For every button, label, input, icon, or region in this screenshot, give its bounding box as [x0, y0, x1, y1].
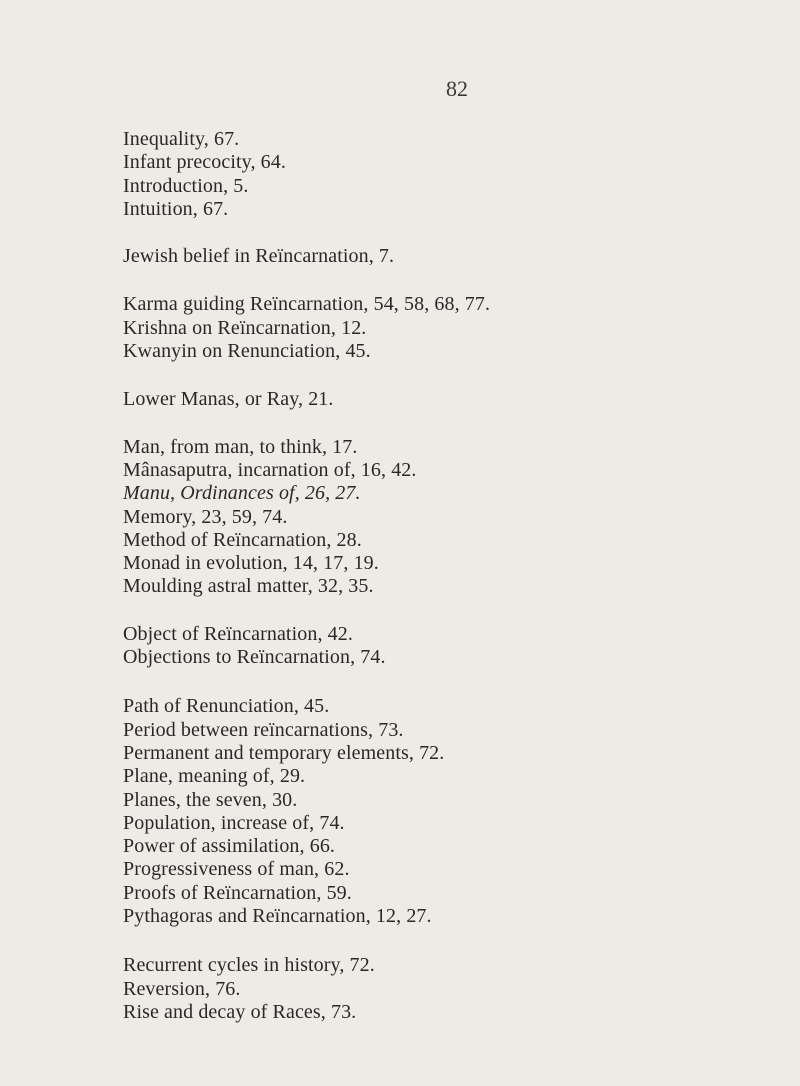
index-entry: Man, from man, to think, 17. [123, 435, 358, 458]
index-group-p [123, 695, 783, 928]
page-number: 82 [446, 76, 468, 101]
index-entry: Jewish belief in Reïncarnation, 7. [123, 245, 395, 268]
index-entry: Pythagoras and Reïncarnation, 12, 27. [123, 905, 432, 928]
index-group-l [123, 388, 783, 411]
index-entry: Planes, the seven, 30. [123, 788, 298, 811]
index-entry: Power of assimilation, 66. [123, 835, 336, 858]
index-entry: Inequality, 67. [123, 128, 240, 150]
index-entry: Permanent and temporary elements, 72. [123, 741, 445, 764]
index-entry: Karma guiding Reïncarnation, 54, 58, 68, 77. [123, 293, 491, 316]
index-entry: Moulding astral matter, 32, 35. [123, 575, 374, 598]
index-entry: Rise and decay of Races, 73. [123, 1000, 357, 1023]
index-entry: Method of Reïncarnation, 28. [123, 528, 362, 551]
index-entry: Introduction, 5. [123, 174, 249, 197]
index-entry: Memory, 23, 59, 74. [123, 505, 288, 528]
index-entry: Population, increase of, 74. [123, 811, 345, 834]
index-entry: Mânasaputra, incarnation of, 16, 42. [123, 458, 417, 481]
index-entry: Lower Manas, or Ray, 21. [123, 388, 334, 411]
index-group-m [123, 436, 783, 599]
index-group-i [123, 128, 783, 221]
index-entry: Monad in evolution, 14, 17, 19. [123, 552, 379, 575]
index-group-r [123, 954, 783, 1024]
index-entry: Krishna on Reïncarnation, 12. [123, 316, 367, 339]
index-entry: Infant precocity, 64. [123, 151, 286, 174]
index-group-j [123, 245, 783, 268]
index-entry: Proofs of Reïncarnation, 59. [123, 881, 352, 904]
index-entry: Manu, Ordinances of, 26, 27. [123, 482, 361, 505]
index-list [123, 128, 783, 1024]
index-entry: Path of Renunciation, 45. [123, 695, 330, 718]
index-entry: Plane, meaning of, 29. [123, 765, 306, 788]
index-entry: Objections to Reïncarnation, 74. [123, 646, 386, 669]
index-entry: Recurrent cycles in history, 72. [123, 954, 375, 977]
index-entry: Period between reïncarnations, 73. [123, 718, 404, 741]
index-group-o [123, 623, 783, 670]
index-entry: Kwanyin on Renunciation, 45. [123, 340, 371, 363]
index-entry: Reversion, 76. [123, 977, 241, 1000]
index-entry: Intuition, 67. [123, 197, 229, 220]
index-entry: Progressiveness of man, 62. [123, 858, 350, 881]
index-entry: Object of Reïncarnation, 42. [123, 622, 353, 645]
index-group-k [123, 293, 783, 363]
